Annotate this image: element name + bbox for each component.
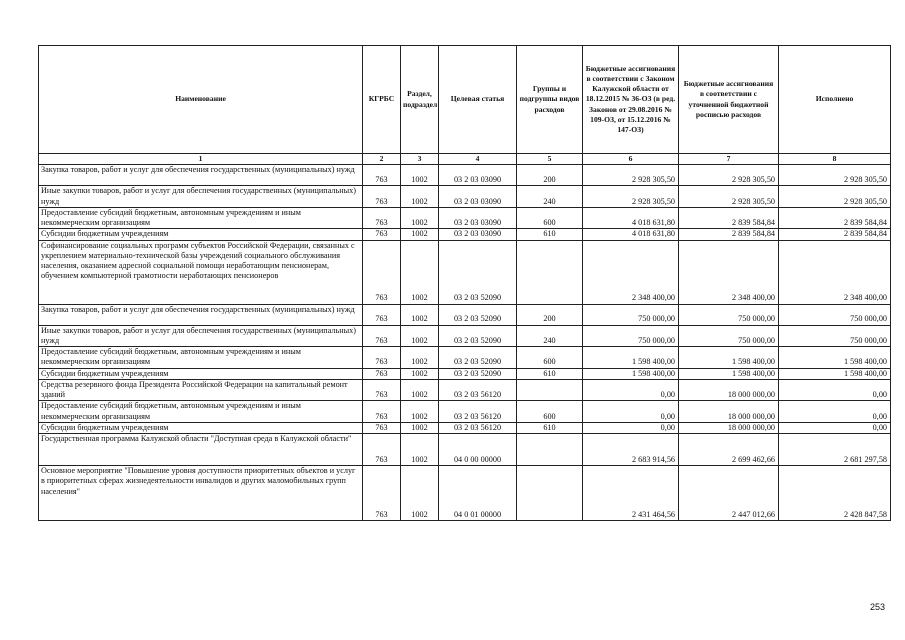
row-law-allocation: 2 431 464,56 [583, 466, 679, 521]
row-expense-type [517, 379, 583, 401]
row-executed: 2 928 305,50 [779, 186, 891, 208]
table-row [39, 401, 891, 423]
row-refined-allocation: 2 928 305,50 [679, 165, 779, 186]
row-expense-type [517, 434, 583, 466]
row-target: 03 2 03 03090 [439, 207, 517, 229]
row-expense-type [517, 240, 583, 304]
row-refined-allocation: 750 000,00 [679, 325, 779, 347]
row-name: Иные закупки товаров, работ и услуг для обеспечения государственных (муниципальных) нужд [39, 186, 363, 208]
row-expense-type: 600 [517, 401, 583, 423]
col-number: 5 [517, 154, 583, 165]
header-target: Целевая статья [439, 46, 517, 154]
row-kgrbs: 763 [363, 207, 401, 229]
row-name: Средства резервного фонда Президента Российской Федерации на капитальный ремонт зданий [39, 379, 363, 401]
col-number: 3 [401, 154, 439, 165]
row-law-allocation: 4 018 631,80 [583, 207, 679, 229]
row-kgrbs: 763 [363, 325, 401, 347]
row-kgrbs: 763 [363, 304, 401, 325]
row-name: Предоставление субсидий бюджетным, автономным учреждениям и иным некоммерческим организациям [39, 401, 363, 423]
table-row [39, 434, 891, 466]
row-kgrbs: 763 [363, 368, 401, 379]
header-law-allocations: Бюджетные ассигнования в соответствии с Законом Калужской области от 18.12.2015 № 36-ОЗ (в ред. Законов от 29.08.2016 № 109-ОЗ, от 15.12.2016 № 147-ОЗ) [583, 46, 679, 154]
col-number: 6 [583, 154, 679, 165]
row-executed: 1 598 400,00 [779, 368, 891, 379]
row-kgrbs: 763 [363, 434, 401, 466]
row-executed: 750 000,00 [779, 304, 891, 325]
row-kgrbs: 763 [363, 186, 401, 208]
row-target: 03 2 03 03090 [439, 229, 517, 240]
row-target: 03 2 03 03090 [439, 186, 517, 208]
col-number: 4 [439, 154, 517, 165]
row-expense-type: 200 [517, 165, 583, 186]
row-target: 03 2 03 52090 [439, 347, 517, 369]
row-executed: 750 000,00 [779, 325, 891, 347]
row-executed: 2 348 400,00 [779, 240, 891, 304]
row-name: Иные закупки товаров, работ и услуг для обеспечения государственных (муниципальных) нужд [39, 325, 363, 347]
row-target: 03 2 03 56120 [439, 401, 517, 423]
row-razdel: 1002 [401, 325, 439, 347]
row-name: Закупка товаров, работ и услуг для обеспечения государственных (муниципальных) нужд [39, 165, 363, 186]
table-row [39, 165, 891, 186]
table-row [39, 304, 891, 325]
row-executed: 0,00 [779, 401, 891, 423]
header-razdel: Раздел, подраздел [401, 46, 439, 154]
table-row [39, 422, 891, 433]
row-name: Закупка товаров, работ и услуг для обеспечения государственных (муниципальных) нужд [39, 304, 363, 325]
row-law-allocation: 2 348 400,00 [583, 240, 679, 304]
col-number: 2 [363, 154, 401, 165]
row-razdel: 1002 [401, 401, 439, 423]
row-razdel: 1002 [401, 186, 439, 208]
row-refined-allocation: 2 447 012,66 [679, 466, 779, 521]
header-groups: Группы и подгруппы видов расходов [517, 46, 583, 154]
row-law-allocation: 750 000,00 [583, 325, 679, 347]
row-target: 03 2 03 03090 [439, 165, 517, 186]
row-law-allocation: 0,00 [583, 379, 679, 401]
row-expense-type: 240 [517, 186, 583, 208]
row-refined-allocation: 1 598 400,00 [679, 347, 779, 369]
row-razdel: 1002 [401, 240, 439, 304]
row-target: 04 0 01 00000 [439, 466, 517, 521]
row-refined-allocation: 18 000 000,00 [679, 422, 779, 433]
row-refined-allocation: 2 839 584,84 [679, 229, 779, 240]
row-law-allocation: 750 000,00 [583, 304, 679, 325]
row-law-allocation: 2 928 305,50 [583, 165, 679, 186]
row-refined-allocation: 2 699 462,66 [679, 434, 779, 466]
row-refined-allocation: 2 839 584,84 [679, 207, 779, 229]
row-executed: 2 928 305,50 [779, 165, 891, 186]
row-executed: 0,00 [779, 379, 891, 401]
row-name: Предоставление субсидий бюджетным, автономным учреждениям и иным некоммерческим организациям [39, 347, 363, 369]
row-executed: 1 598 400,00 [779, 347, 891, 369]
row-kgrbs: 763 [363, 422, 401, 433]
row-razdel: 1002 [401, 347, 439, 369]
row-name: Субсидии бюджетным учреждениям [39, 229, 363, 240]
row-expense-type: 240 [517, 325, 583, 347]
row-law-allocation: 4 018 631,80 [583, 229, 679, 240]
row-name: Основное мероприятие "Повышение уровня доступности приоритетных объектов и услуг в приоритетных сферах жизнедеятельности инвалидов и других маломобильных групп населения" [39, 466, 363, 521]
row-expense-type: 600 [517, 347, 583, 369]
row-razdel: 1002 [401, 229, 439, 240]
row-razdel: 1002 [401, 434, 439, 466]
row-target: 03 2 03 52090 [439, 325, 517, 347]
table-row [39, 186, 891, 208]
row-refined-allocation: 1 598 400,00 [679, 368, 779, 379]
row-target: 03 2 03 52090 [439, 368, 517, 379]
row-executed: 2 839 584,84 [779, 229, 891, 240]
table-row [39, 368, 891, 379]
row-expense-type: 610 [517, 229, 583, 240]
header-refined-allocations: Бюджетные ассигнования в соответствии с уточненной бюджетной росписью расходов [679, 46, 779, 154]
row-name: Субсидии бюджетным учреждениям [39, 422, 363, 433]
row-law-allocation: 0,00 [583, 401, 679, 423]
row-expense-type: 610 [517, 422, 583, 433]
row-refined-allocation: 750 000,00 [679, 304, 779, 325]
row-law-allocation: 2 683 914,56 [583, 434, 679, 466]
row-razdel: 1002 [401, 207, 439, 229]
row-name: Софинансирование социальных программ субъектов Российской Федерации, связанных с укреплением материально-технической базы учреждений социального обслуживания населения, оказанием адресной социальной помощи неработающим пенсионерам, обучением компьютерной грамотности неработающих пенсионеров [39, 240, 363, 304]
row-kgrbs: 763 [363, 401, 401, 423]
row-razdel: 1002 [401, 165, 439, 186]
budget-table [38, 45, 891, 521]
row-expense-type: 600 [517, 207, 583, 229]
row-razdel: 1002 [401, 422, 439, 433]
table-row [39, 229, 891, 240]
header-kgrbs: КГРБС [363, 46, 401, 154]
row-executed: 2 839 584,84 [779, 207, 891, 229]
row-name: Предоставление субсидий бюджетным, автономным учреждениям и иным некоммерческим организациям [39, 207, 363, 229]
row-expense-type [517, 466, 583, 521]
row-executed: 2 428 847,58 [779, 466, 891, 521]
col-number: 1 [39, 154, 363, 165]
row-target: 03 2 03 52090 [439, 240, 517, 304]
row-refined-allocation: 2 928 305,50 [679, 186, 779, 208]
row-target: 04 0 00 00000 [439, 434, 517, 466]
row-razdel: 1002 [401, 304, 439, 325]
row-refined-allocation: 18 000 000,00 [679, 379, 779, 401]
row-law-allocation: 0,00 [583, 422, 679, 433]
row-law-allocation: 1 598 400,00 [583, 347, 679, 369]
row-kgrbs: 763 [363, 466, 401, 521]
row-kgrbs: 763 [363, 229, 401, 240]
header-executed: Исполнено [779, 46, 891, 154]
table-row [39, 379, 891, 401]
row-executed: 2 681 297,58 [779, 434, 891, 466]
row-kgrbs: 763 [363, 347, 401, 369]
table-row [39, 325, 891, 347]
row-executed: 0,00 [779, 422, 891, 433]
row-name: Государственная программа Калужской области "Доступная среда в Калужской области" [39, 434, 363, 466]
row-expense-type: 200 [517, 304, 583, 325]
row-law-allocation: 2 928 305,50 [583, 186, 679, 208]
table-row [39, 466, 891, 521]
row-kgrbs: 763 [363, 240, 401, 304]
row-target: 03 2 03 56120 [439, 379, 517, 401]
row-kgrbs: 763 [363, 165, 401, 186]
col-number: 8 [779, 154, 891, 165]
row-expense-type: 610 [517, 368, 583, 379]
header-name: Наименование [39, 46, 363, 154]
column-numbers-row [39, 154, 891, 165]
row-refined-allocation: 18 000 000,00 [679, 401, 779, 423]
table-row [39, 347, 891, 369]
row-target: 03 2 03 52090 [439, 304, 517, 325]
table-row [39, 240, 891, 304]
row-name: Субсидии бюджетным учреждениям [39, 368, 363, 379]
row-kgrbs: 763 [363, 379, 401, 401]
page-number: 253 [870, 602, 886, 612]
row-razdel: 1002 [401, 379, 439, 401]
table-row [39, 207, 891, 229]
row-law-allocation: 1 598 400,00 [583, 368, 679, 379]
row-razdel: 1002 [401, 466, 439, 521]
row-refined-allocation: 2 348 400,00 [679, 240, 779, 304]
col-number: 7 [679, 154, 779, 165]
row-razdel: 1002 [401, 368, 439, 379]
row-target: 03 2 03 56120 [439, 422, 517, 433]
